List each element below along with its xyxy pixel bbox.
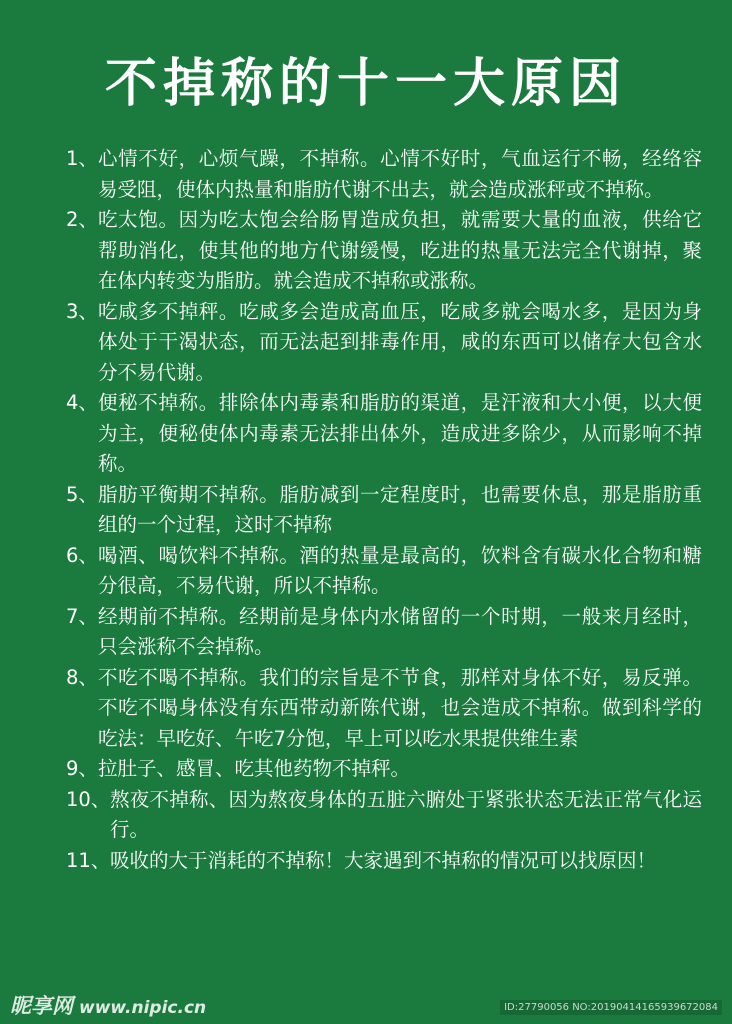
list-item: [66, 785, 702, 846]
item-text: 喝酒、喝饮料不掉称。酒的热量是最高的，饮料含有碳水化合物和糖分很高，不易代谢，所以不掉称。: [98, 543, 702, 597]
item-number: 2、: [66, 208, 98, 231]
watermark-url: www.nipic.cn: [79, 998, 207, 1018]
list-item: [66, 663, 702, 755]
item-number: 9、: [66, 757, 98, 780]
item-number: 6、: [66, 543, 98, 567]
item-text: 熬夜不掉称、因为熬夜身体的五脏六腑处于紧张状态无法正常气化运行。: [110, 787, 702, 841]
item-number: 11、: [66, 848, 111, 872]
list-item: [66, 297, 702, 389]
item-number: 5、: [66, 482, 98, 506]
item-text: 心情不好，心烦气躁，不掉称。心情不好时，气血运行不畅，经络容易受阻，使体内热量和脂肪代谢不出去，就会造成涨秤或不掉称。: [98, 147, 702, 201]
list-item: [66, 205, 702, 297]
watermark-logo: [10, 990, 206, 1020]
list-item: [66, 602, 702, 663]
item-text: 拉肚子、感冒、吃其他药物不掉秤。: [98, 757, 411, 780]
item-number: 7、: [66, 604, 98, 628]
item-text: 吸收的大于消耗的不掉称！大家遇到不掉称的情况可以找原因！: [110, 848, 657, 872]
watermark-image-id: ID:27790056 NO:20190414165939672084: [500, 1000, 722, 1015]
list-item: [66, 144, 702, 205]
item-text: 脂肪平衡期不掉称。脂肪减到一定程度时，也需要休息，那是脂肪重组的一个过程，这时不掉称: [98, 482, 702, 536]
list-item: [66, 541, 702, 602]
page-title: 不掉称的十一大原因: [104, 53, 627, 114]
item-text: 经期前不掉称。经期前是身体内水储留的一个时期，一般来月经时，只会涨称不会掉称。: [98, 604, 702, 658]
item-number: 3、: [66, 299, 98, 323]
list-item: [66, 388, 702, 480]
item-number: 4、: [66, 391, 98, 414]
item-text: 吃太饱。因为吃太饱会给肠胃造成负担，就需要大量的血液，供给它帮助消化，使其他的地方代谢缓慢，吃进的热量无法完全代谢掉，聚在体内转变为脂肪。就会造成不掉称或涨称。: [98, 208, 702, 292]
item-text: 吃咸多不掉秤。吃咸多会造成高血压，吃咸多就会喝水多，是因为身体处于干渴状态，而无法起到排毒作用，咸的东西可以储存大包含水分不易代谢。: [98, 299, 702, 384]
list-item: [66, 846, 702, 877]
list-item: [66, 754, 702, 785]
item-number: 10、: [66, 787, 111, 811]
watermark-logo-text: 昵享网: [10, 994, 73, 1018]
item-text: 便秘不掉称。排除体内毒素和脂肪的渠道，是汗液和大小便，以大便为主，便秘使体内毒素无法排出体外，造成进多除少，从而影响不掉称。: [98, 391, 702, 475]
list-item: [66, 480, 702, 541]
item-number: 1、: [66, 147, 98, 170]
item-number: 8、: [66, 665, 98, 689]
watermark-footer: [0, 984, 732, 1024]
reasons-list: [66, 144, 702, 876]
item-text: 不吃不喝不掉称。我们的宗旨是不节食，那样对身体不好，易反弹。不吃不喝身体没有东西带动新陈代谢，也会造成不掉称。做到科学的吃法：早吃好、午吃7分饱，早上可以吃水果提供维生素: [98, 665, 702, 750]
